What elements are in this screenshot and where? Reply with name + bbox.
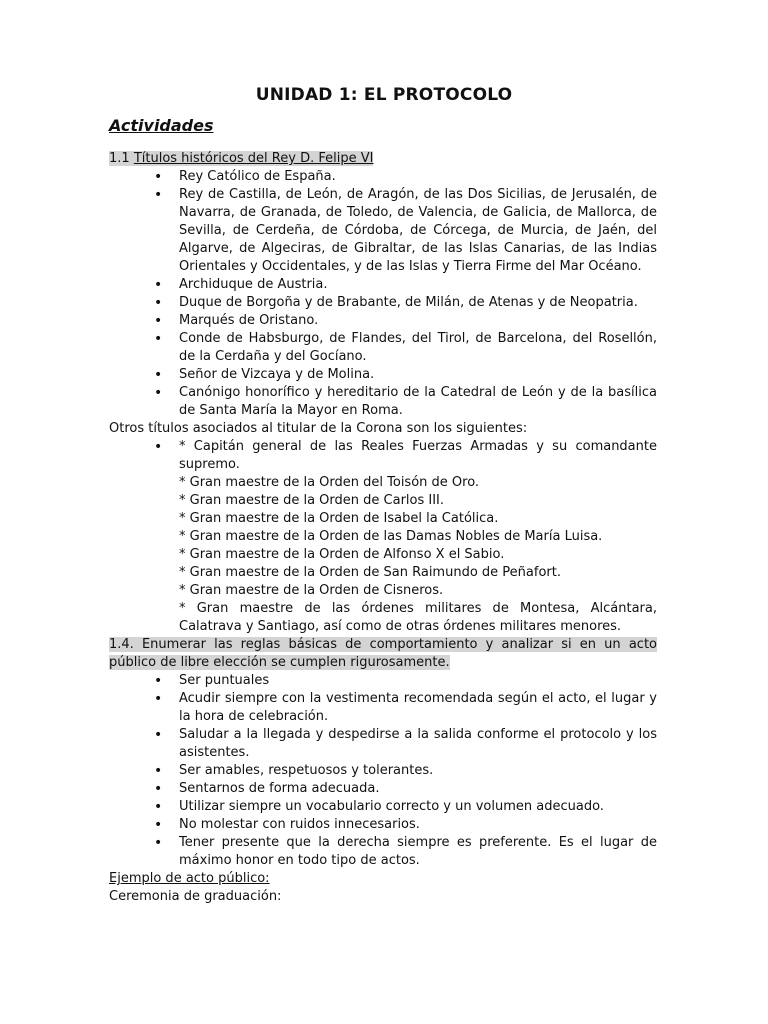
list-item: • Ser puntuales bbox=[109, 672, 657, 690]
section-2-list bbox=[109, 672, 657, 870]
example-heading: Ejemplo de acto público: bbox=[109, 871, 270, 886]
list-item: • Acudir siempre con la vestimenta recomendada según el acto, el lugar y la hora de celebración. bbox=[109, 690, 657, 726]
other-title-line: * Gran maestre de la Orden de Carlos III. bbox=[179, 493, 445, 508]
other-titles-lines bbox=[109, 474, 657, 636]
document-subtitle: Actividades bbox=[109, 116, 214, 135]
section-1-heading-highlight bbox=[109, 151, 373, 166]
section-2-heading bbox=[109, 636, 657, 672]
other-title-line: * Gran maestre de la Orden de San Raimundo de Peñafort. bbox=[179, 565, 561, 580]
document-title: UNIDAD 1: EL PROTOCOLO bbox=[255, 85, 513, 105]
document-body bbox=[109, 150, 657, 906]
example-text: Ceremonia de graduación: bbox=[109, 889, 282, 904]
other-titles-intro: Otros títulos asociados al titular de la Corona son los siguientes: bbox=[109, 421, 528, 436]
list-item: • * Capitán general de las Reales Fuerzas Armadas y su comandante supremo. bbox=[109, 438, 657, 474]
list-item: • Señor de Vizcaya y de Molina. bbox=[109, 366, 657, 384]
list-item: • Rey de Castilla, de León, de Aragón, de las Dos Sicilias, de Jerusalén, de Navarra, de Granada, de Toledo, de Valencia, de Galicia, de Mallorca, de Sevilla, de Cerdeña, de Córdoba, de Córcega, de Murcia, de Jaén, del Algarve, de Algeciras, de Gibraltar, de las Islas Canarias, de las Indias Orientales y Occidentales, y de las Islas y Tierra Firme del Mar Océano. bbox=[109, 186, 657, 276]
other-titles-list bbox=[109, 438, 657, 474]
section-2-heading-text: 1.4. Enumerar las reglas básicas de comportamiento y analizar si en un acto público de libre elección se cumplen rigurosamente. bbox=[109, 637, 657, 670]
section-1-number: 1.1 bbox=[109, 151, 134, 166]
list-item: • Saludar a la llegada y despedirse a la salida conforme el protocolo y los asistentes. bbox=[109, 726, 657, 762]
list-item: • Conde de Habsburgo, de Flandes, del Tirol, de Barcelona, del Rosellón, de la Cerdaña y del Gocíano. bbox=[109, 330, 657, 366]
list-item: • No molestar con ruidos innecesarios. bbox=[109, 816, 657, 834]
list-item: • Duque de Borgoña y de Brabante, de Milán, de Atenas y de Neopatria. bbox=[109, 294, 657, 312]
section-1-list bbox=[109, 168, 657, 420]
list-item: • Canónigo honorífico y hereditario de la Catedral de León y de la basílica de Santa María la Mayor en Roma. bbox=[109, 384, 657, 420]
list-item: • Sentarnos de forma adecuada. bbox=[109, 780, 657, 798]
section-1-title: Títulos históricos del Rey D. Felipe VI bbox=[133, 151, 374, 166]
list-item: • Utilizar siempre un vocabulario correcto y un volumen adecuado. bbox=[109, 798, 657, 816]
other-title-line: * Gran maestre de la Orden de Isabel la Católica. bbox=[179, 511, 499, 526]
list-item: • Archiduque de Austria. bbox=[109, 276, 657, 294]
other-title-line: * Gran maestre de la Orden de las Damas Nobles de María Luisa. bbox=[179, 529, 603, 544]
other-title-line: * Gran maestre de la Orden de Alfonso X el Sabio. bbox=[179, 547, 505, 562]
list-item: • Rey Católico de España. bbox=[109, 168, 657, 186]
section-1-heading bbox=[109, 150, 657, 168]
other-title-line: * Gran maestre de la Orden del Toisón de Oro. bbox=[179, 475, 480, 490]
other-title-line: * Gran maestre de la Orden de Cisneros. bbox=[179, 583, 444, 598]
list-item: • Ser amables, respetuosos y tolerantes. bbox=[109, 762, 657, 780]
list-item: • Marqués de Oristano. bbox=[109, 312, 657, 330]
list-item: • Tener presente que la derecha siempre es preferente. Es el lugar de máximo honor en todo tipo de actos. bbox=[109, 834, 657, 870]
other-title-line: * Gran maestre de las órdenes militares de Montesa, Alcántara, Calatrava y Santiago, así como de otras órdenes militares menores. bbox=[179, 601, 657, 634]
